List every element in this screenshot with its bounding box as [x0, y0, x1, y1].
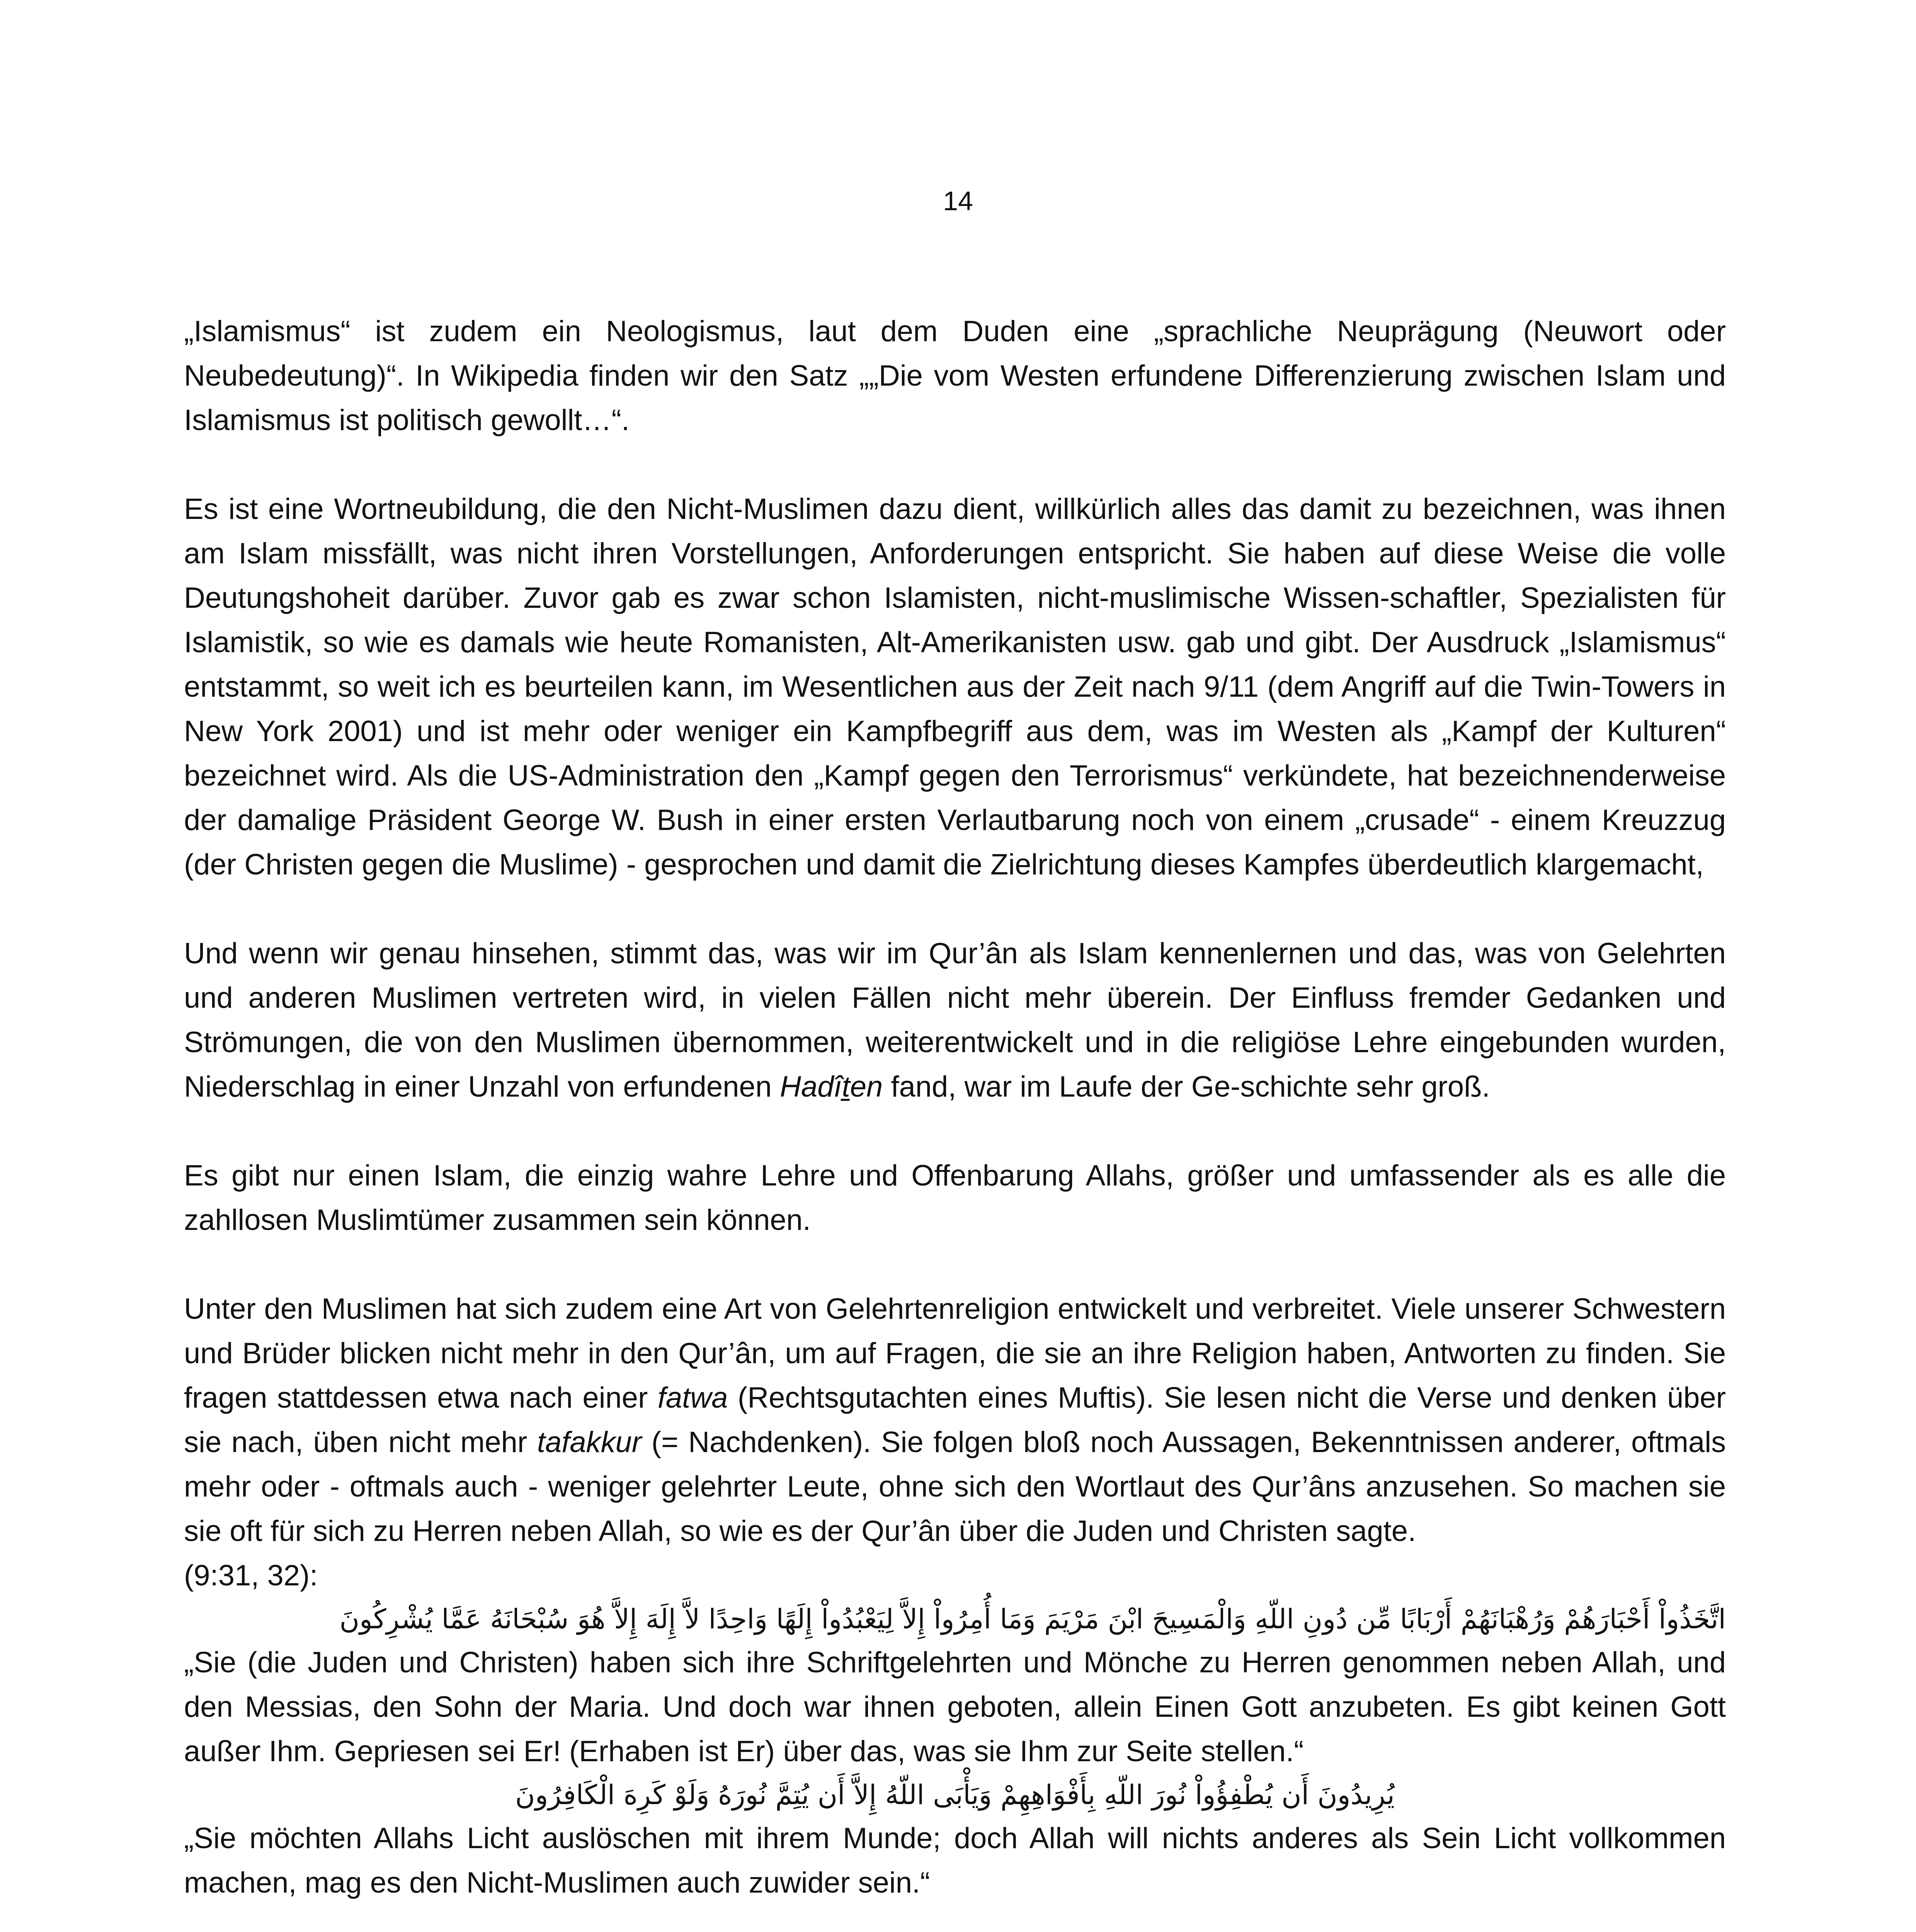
italic-term-tafakkur: tafakkur — [537, 1426, 642, 1459]
italic-term-fatwa: fatwa — [657, 1381, 728, 1414]
paragraph-text: fand, war im Laufe der Ge-schichte sehr groß. — [883, 1070, 1490, 1103]
arabic-verse-9-31: اتَّخَذُواْ أَحْبَارَهُمْ وَرُهْبَانَهُمْ أَرْبَابًا مِّن دُونِ اللّهِ وَالْمَسِيحَ ابْنَ مَرْيَمَ وَمَا أُمِرُواْ إِلاَّ لِيَعْبُدُواْ إِلَهًا وَاحِدًا لاَّ إِلَهَ إِلاَّ هُوَ سُبْحَانَهُ عَمَّا يُشْرِكُونَ — [339, 1603, 1726, 1635]
italic-term-haditen: Hadîṯen — [780, 1070, 883, 1103]
translation-verse-9-31: „Sie (die Juden und Christen) haben sich ihre Schriftgelehrten und Mönche zu Herren genommen neben Allah, und den Messias, den Sohn der Maria. Und doch war ihnen geboten, allein Einen Gott anzubeten. Es gibt keinen Gott außer Ihm. Gepriesen sei Er! (Erhaben ist Er) über das, was sie Ihm zur Seite stellen.“ — [184, 1646, 1726, 1768]
verse-reference-9-31: (9:31, 32): — [184, 1559, 318, 1592]
paragraph-wortneubildung: Es ist eine Wortneubildung, die den Nicht-Muslimen dazu dient, willkürlich alles das damit zu bezeichnen, was ihnen am Islam missfällt, was nicht ihren Vorstellungen, Anforderungen entspricht. Sie haben auf diese Weise die volle Deutungshoheit darüber. Zuvor gab es zwar schon Islamisten, nicht-muslimische Wissen-schaftler, Spezialisten für Islamistik, so wie es damals wie heute Romanisten, Alt-Amerikanisten usw. gab und gibt. Der Ausdruck „Islamismus“ entstammt, so weit ich es beurteilen kann, im Wesentlichen aus der Zeit nach 9/11 (dem Angriff auf die Twin-Towers in New York 2001) und ist mehr oder weniger ein Kampfbegriff aus dem, was im Westen als „Kampf der Kulturen“ bezeichnet wird. Als die US-Administration den „Kampf gegen den Terrorismus“ verkündete, hat bezeichnenderweise der damalige Präsident George W. Bush in einer ersten Verlautbarung noch von einem „crusade“ - einem Kreuzzug (der Christen gegen die Muslime) - gesprochen und damit die Zielrichtung dieses Kampfes überdeutlich klargemacht, — [184, 493, 1726, 881]
paragraph-genau-hinsehen — [184, 931, 1726, 1109]
arabic-verse-9-32: يُرِيدُونَ أَن يُطْفِؤُواْ نُورَ اللّهِ بِأَفْوَاهِهِمْ وَيَأْبَى اللّهُ إِلاَّ أَن يُتِمَّ نُورَهُ وَلَوْ كَرِهَ الْكَافِرُونَ — [515, 1779, 1395, 1811]
paragraph-islamismus-neologism: „Islamismus“ ist zudem ein Neologismus, laut dem Duden eine „sprachliche Neuprägung (Neuwort oder Neubedeutung)“. In Wikipedia finden wir den Satz „„Die vom Westen erfundene Differenzierung zwischen Islam und Islamismus ist politisch gewollt…“. — [184, 315, 1726, 437]
paragraph-nur-einen-islam: Es gibt nur einen Islam, die einzig wahre Lehre und Offenbarung Allahs, größer und umfassender als es alle die zahllosen Muslimtümer zusammen sein können. — [184, 1159, 1726, 1236]
page-number: 14 — [943, 186, 973, 216]
page-content — [184, 309, 1726, 1932]
paragraph-text: (= Nachdenken). Sie folgen bloß noch Aussagen, Bekenntnissen anderer, oftmals mehr oder - oftmals auch - weniger gelehrter Leute, ohne sich den Wortlaut des Qur’âns anzusehen. So machen sie sie oft für sich zu Herren neben Allah, so wie es der Qur’ân über die Juden und Christen sagte. — [184, 1426, 1726, 1548]
paragraph-gelehrtenreligion — [184, 1287, 1726, 1553]
paragraph-text: Und wenn wir genau hinsehen, stimmt das, was wir im Qur’ân als Islam kennenlernen und das, was von Gelehrten und anderen Muslimen vertreten wird, in vielen Fällen nicht mehr überein. Der Einfluss fremder Gedanken und Strömungen, die von den Muslimen übernommen, weiterentwickelt und in die religiöse Lehre eingebunden wurden, Niederschlag in einer Unzahl von erfundenen — [184, 937, 1726, 1103]
paragraph-text: (Rechtsgutachten eines Muftis). Sie lesen nicht die Verse und denken über sie nach, üben nicht mehr — [184, 1381, 1726, 1459]
translation-verse-9-32: „Sie möchten Allahs Licht auslöschen mit ihrem Munde; doch Allah will nichts anderes als Sein Licht vollkommen machen, mag es den Nicht-Muslimen auch zuwider sein.“ — [184, 1822, 1726, 1899]
paragraph-text: Unter den Muslimen hat sich zudem eine Art von Gelehrtenreligion entwickelt und verbreitet. Viele unserer Schwestern und Brüder blicken nicht mehr in den Qur’ân, um auf Fragen, die sie an ihre Religion haben, Antworten zu finden. Sie fragen stattdessen etwa nach einer — [184, 1293, 1726, 1414]
